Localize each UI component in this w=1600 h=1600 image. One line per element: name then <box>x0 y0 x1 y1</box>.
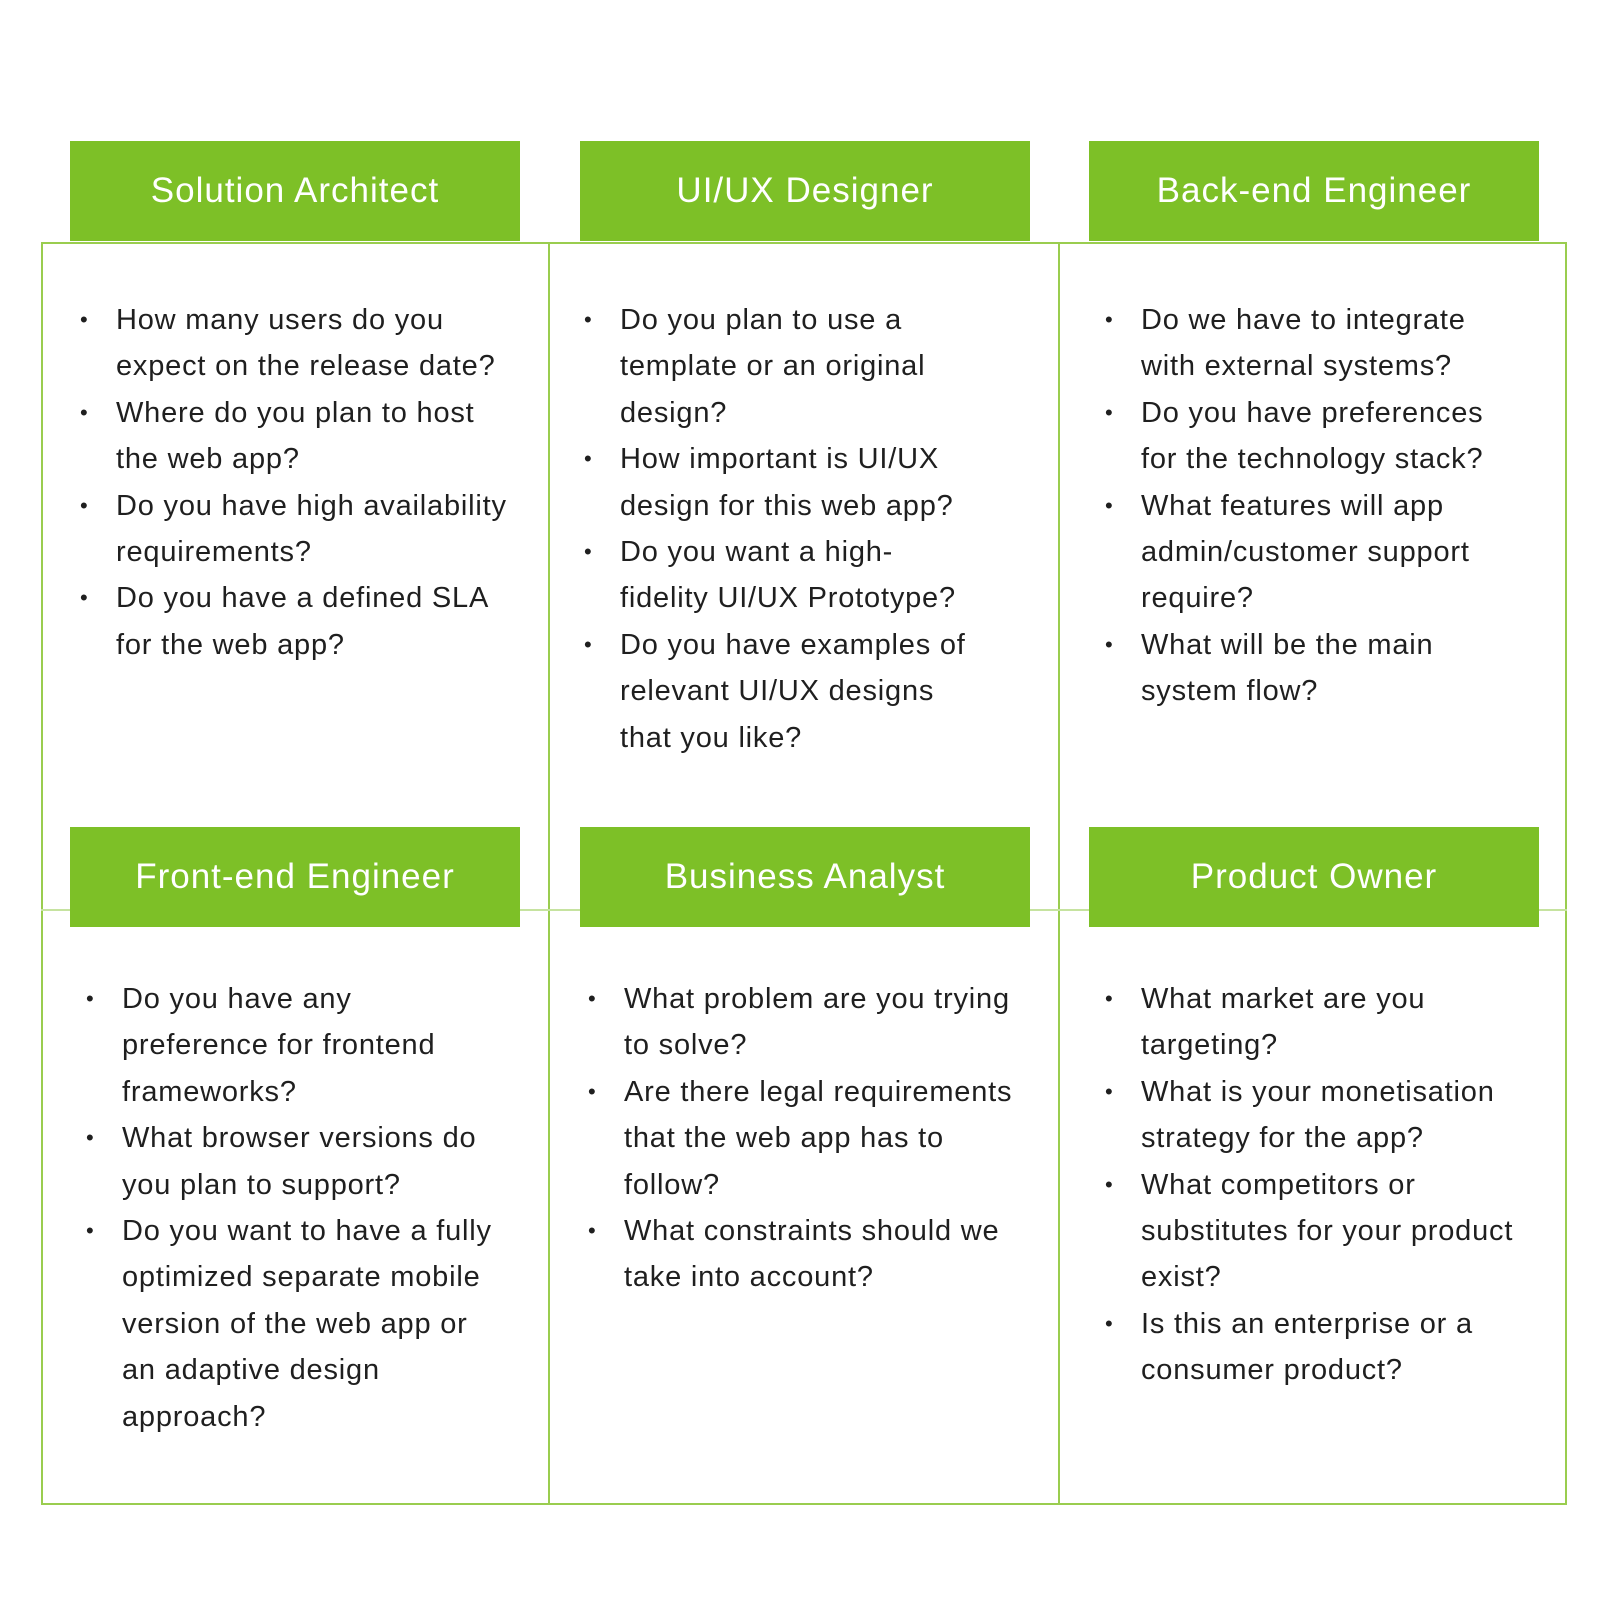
card-title: UI/UX Designer <box>676 171 934 210</box>
list-item: • Do you want a high-fidelity UI/UX Prototype? <box>584 529 979 622</box>
card-header-back-end-engineer <box>1089 141 1539 241</box>
list-item: • What features will app admin/customer support require? <box>1105 483 1525 622</box>
question-list-ui-ux-designer <box>584 297 979 761</box>
question-list-front-end-engineer <box>86 976 496 1440</box>
list-item: • Are there legal requirements that the web app has to follow? <box>588 1069 1023 1208</box>
question-list-solution-architect <box>80 297 510 668</box>
card-header-business-analyst <box>580 827 1030 927</box>
list-item: • Where do you plan to host the web app? <box>80 390 510 483</box>
card-title: Product Owner <box>1190 857 1438 896</box>
card-title: Front-end Engineer <box>135 857 455 896</box>
question-list-product-owner <box>1105 976 1550 1394</box>
list-item: • Do you have preferences for the technology stack? <box>1105 390 1525 483</box>
list-item: • What browser versions do you plan to support? <box>86 1115 496 1208</box>
question-list-back-end-engineer <box>1105 297 1525 715</box>
list-item: • Do you have examples of relevant UI/UX designs that you like? <box>584 622 979 761</box>
column-divider-2 <box>1058 242 1060 1505</box>
list-item: • What will be the main system flow? <box>1105 622 1525 715</box>
list-item: • How many users do you expect on the release date? <box>80 297 510 390</box>
list-item: • What competitors or substitutes for your product exist? <box>1105 1162 1550 1301</box>
list-item: • Do you want to have a fully optimized separate mobile version of the web app or an adaptive design approach? <box>86 1208 496 1440</box>
list-item: • What constraints should we take into account? <box>588 1208 1023 1301</box>
list-item: • Do you plan to use a template or an original design? <box>584 297 979 436</box>
question-list-business-analyst <box>588 976 1023 1301</box>
column-divider-1 <box>548 242 550 1505</box>
list-item: • What is your monetisation strategy for the app? <box>1105 1069 1550 1162</box>
card-title: Solution Architect <box>150 171 440 210</box>
list-item: • What market are you targeting? <box>1105 976 1550 1069</box>
card-header-front-end-engineer <box>70 827 520 927</box>
list-item: • Do you have high availability requirements? <box>80 483 510 576</box>
list-item: • What problem are you trying to solve? <box>588 976 1023 1069</box>
list-item: • Do you have a defined SLA for the web app? <box>80 575 510 668</box>
list-item: • Do we have to integrate with external systems? <box>1105 297 1525 390</box>
card-header-product-owner <box>1089 827 1539 927</box>
list-item: • Is this an enterprise or a consumer product? <box>1105 1301 1550 1394</box>
list-item: • Do you have any preference for frontend frameworks? <box>86 976 496 1115</box>
list-item: • How important is UI/UX design for this web app? <box>584 436 979 529</box>
card-header-solution-architect <box>70 141 520 241</box>
card-title: Back-end Engineer <box>1156 171 1472 210</box>
card-title: Business Analyst <box>664 857 946 896</box>
card-header-ui-ux-designer <box>580 141 1030 241</box>
